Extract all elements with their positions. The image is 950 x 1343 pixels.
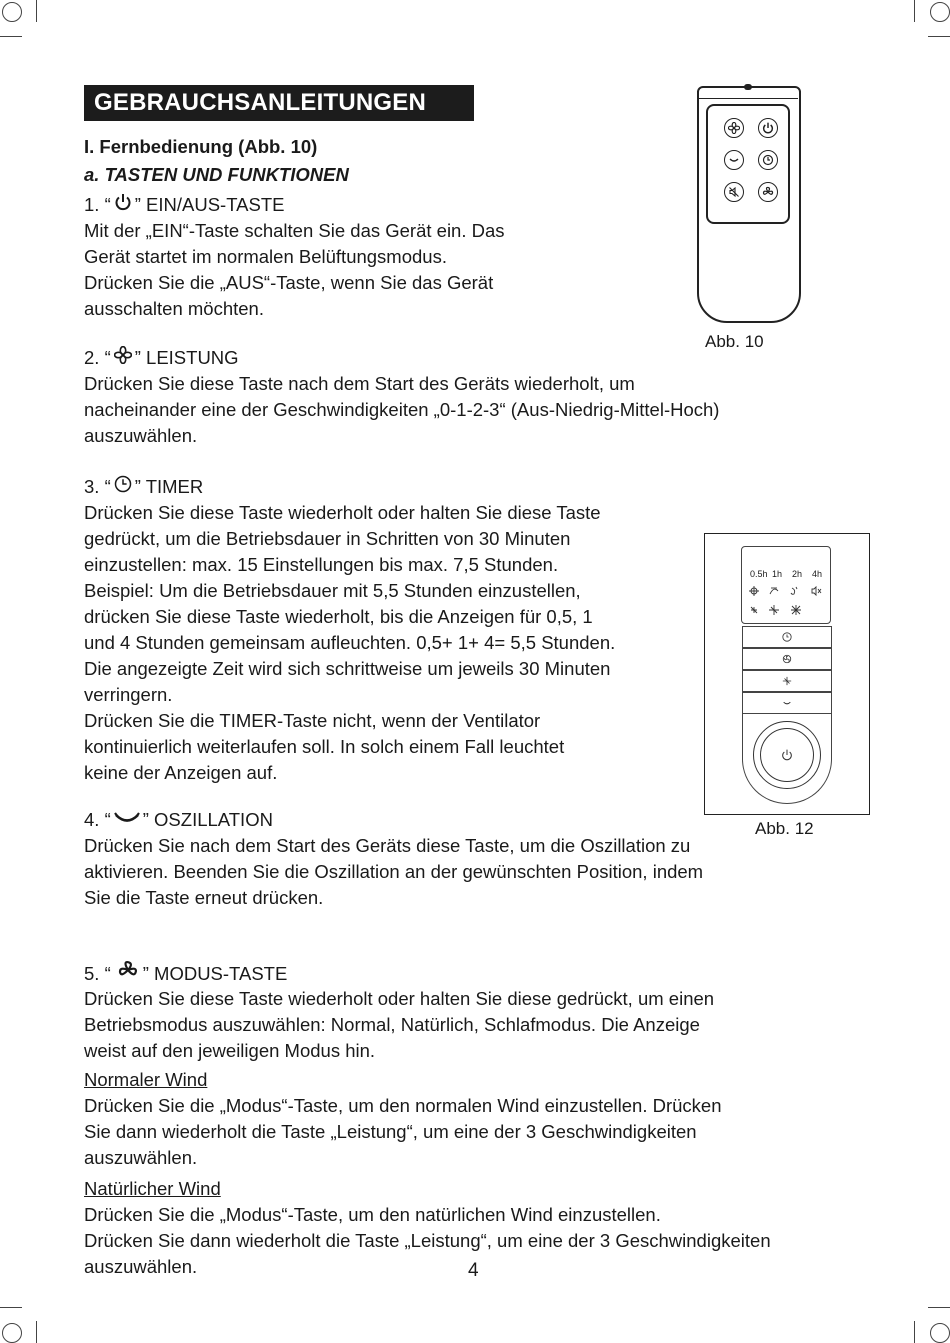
mode-icon	[758, 182, 778, 202]
body-line: Sie die Taste erneut drücken.	[84, 887, 324, 908]
body-line: Drücken Sie diese Taste wiederholt oder halten Sie diese gedrückt, um einen	[84, 988, 715, 1009]
item-prefix: 2. “	[84, 347, 111, 368]
item-fan-speed-heading	[84, 345, 239, 371]
body-line: drücken Sie diese Taste wiederholt, bis die Anzeigen für 0,5, 1	[84, 606, 593, 627]
power-icon	[758, 118, 778, 138]
timer-button[interactable]	[742, 626, 832, 648]
section-heading: I. Fernbedienung (Abb. 10)	[84, 136, 318, 157]
body-line: verringern.	[84, 684, 173, 705]
body-line: Drücken Sie die TIMER-Taste nicht, wenn der Ventilator	[84, 710, 541, 731]
natural-wind-body	[84, 1202, 771, 1280]
item-prefix: 4. “	[84, 809, 111, 830]
page-number: 4	[468, 1260, 479, 1281]
body-line: Beispiel: Um die Betriebsdauer mit 5,5 Stunden einzustellen,	[84, 580, 581, 601]
body-line: weist auf den jeweiligen Modus hin.	[84, 1040, 376, 1061]
body-line: Drücken Sie die „Modus“-Taste, um den natürlichen Wind einzustellen.	[84, 1204, 661, 1225]
timer-icon	[758, 150, 778, 170]
oscillation-icon	[724, 150, 744, 170]
remote-button-pad	[706, 104, 790, 224]
power-icon	[111, 192, 135, 218]
timer-label: 1h	[772, 569, 783, 579]
normal-wind-heading: Normaler Wind	[84, 1069, 208, 1090]
timer-label: 0.5h	[750, 569, 768, 579]
item-suffix: ” MODUS-TASTE	[142, 962, 288, 984]
timer-label: 4h	[812, 569, 823, 579]
mode-button[interactable]	[742, 648, 832, 670]
body-line: nacheinander eine der Geschwindigkeiten „0-1-2-3“ (Aus-Niedrig-Mittel-Hoch)	[84, 399, 720, 420]
fan-speed-button[interactable]	[742, 670, 832, 692]
figure-caption: Abb. 12	[755, 819, 814, 838]
body-line: Sie dann wiederholt die Taste „Leistung“, um eine der 3 Geschwindigkeiten	[84, 1121, 697, 1142]
figure-caption: Abb. 10	[705, 332, 764, 351]
body-line: einzustellen: max. 15 Einstellungen bis max. 7,5 Stunden.	[84, 554, 559, 575]
page-title: GEBRAUCHSANLEITUNGEN	[84, 85, 474, 121]
subsection-heading: a. TASTEN UND FUNKTIONEN	[84, 164, 349, 185]
body-line: Drücken Sie die „Modus“-Taste, um den normalen Wind einzustellen. Drücken	[84, 1095, 722, 1116]
power-icon	[781, 749, 793, 761]
item-power-body	[84, 218, 505, 322]
body-line: Betriebsmodus auszuwählen: Normal, Natürlich, Schlafmodus. Die Anzeige	[84, 1014, 700, 1035]
timer-icon	[111, 474, 135, 500]
control-panel-figure	[704, 533, 870, 815]
fan-speed-icon	[724, 118, 744, 138]
sound-off-icon	[724, 182, 744, 202]
body-line: Drücken Sie dann wiederholt die Taste „Leistung“, um eine der 3 Geschwindigkeiten	[84, 1230, 771, 1251]
body-line: Mit der „EIN“-Taste schalten Sie das Gerät ein. Das	[84, 220, 505, 241]
body-line: Drücken Sie diese Taste wiederholt oder halten Sie diese Taste	[84, 502, 601, 523]
body-line: Drücken Sie nach dem Start des Geräts diese Taste, um die Oszillation zu	[84, 835, 691, 856]
item-fan-speed-body	[84, 371, 719, 449]
normal-wind-body	[84, 1093, 722, 1171]
item-oscillation-heading	[84, 807, 273, 833]
item-prefix: 1. “	[84, 194, 111, 215]
item-oscillation-body	[84, 833, 703, 911]
body-line: auszuwählen.	[84, 1256, 198, 1277]
power-button[interactable]	[760, 728, 814, 782]
body-line: gedrückt, um die Betriebsdauer in Schritten von 30 Minuten	[84, 528, 571, 549]
item-mode-body	[84, 986, 714, 1064]
body-line: und 4 Stunden gemeinsam aufleuchten. 0,5+ 1+ 4= 5,5 Stunden.	[84, 632, 616, 653]
mode-indicator-icons	[748, 585, 828, 619]
item-mode-heading	[84, 960, 287, 987]
item-timer-body	[84, 500, 615, 786]
body-line: Gerät startet im normalen Belüftungsmodus.	[84, 246, 447, 267]
remote-control-figure	[697, 86, 801, 323]
oscillation-icon	[111, 807, 143, 833]
body-line: auszuwählen.	[84, 1147, 198, 1168]
fan-speed-icon	[111, 345, 135, 371]
natural-wind-heading: Natürlicher Wind	[84, 1178, 221, 1199]
mode-icon	[115, 960, 141, 987]
body-line: Drücken Sie diese Taste nach dem Start des Geräts wiederholt, um	[84, 373, 635, 394]
body-line: kontinuierlich weiterlaufen soll. In solch einem Fall leuchtet	[84, 736, 565, 757]
item-timer-heading	[84, 474, 203, 500]
item-prefix: 3. “	[84, 476, 111, 497]
timer-display	[741, 546, 831, 624]
body-line: ausschalten möchten.	[84, 298, 264, 319]
body-line: keine der Anzeigen auf.	[84, 762, 278, 783]
item-power-heading	[84, 192, 284, 218]
item-suffix: ” EIN/AUS-TASTE	[134, 194, 285, 215]
item-suffix: ” TIMER	[134, 476, 204, 497]
body-line: auszuwählen.	[84, 425, 198, 446]
timer-label: 2h	[792, 569, 803, 579]
body-line: Drücken Sie die „AUS“-Taste, wenn Sie das Gerät	[84, 272, 494, 293]
item-prefix: 5. “	[84, 962, 111, 984]
body-line: aktivieren. Beenden Sie die Oszillation an der gewünschten Position, indem	[84, 861, 704, 882]
body-line: Die angezeigte Zeit wird sich schrittweise um jeweils 30 Minuten	[84, 658, 611, 679]
item-suffix: ” LEISTUNG	[134, 347, 239, 368]
item-suffix: ” OSZILLATION	[142, 809, 273, 830]
